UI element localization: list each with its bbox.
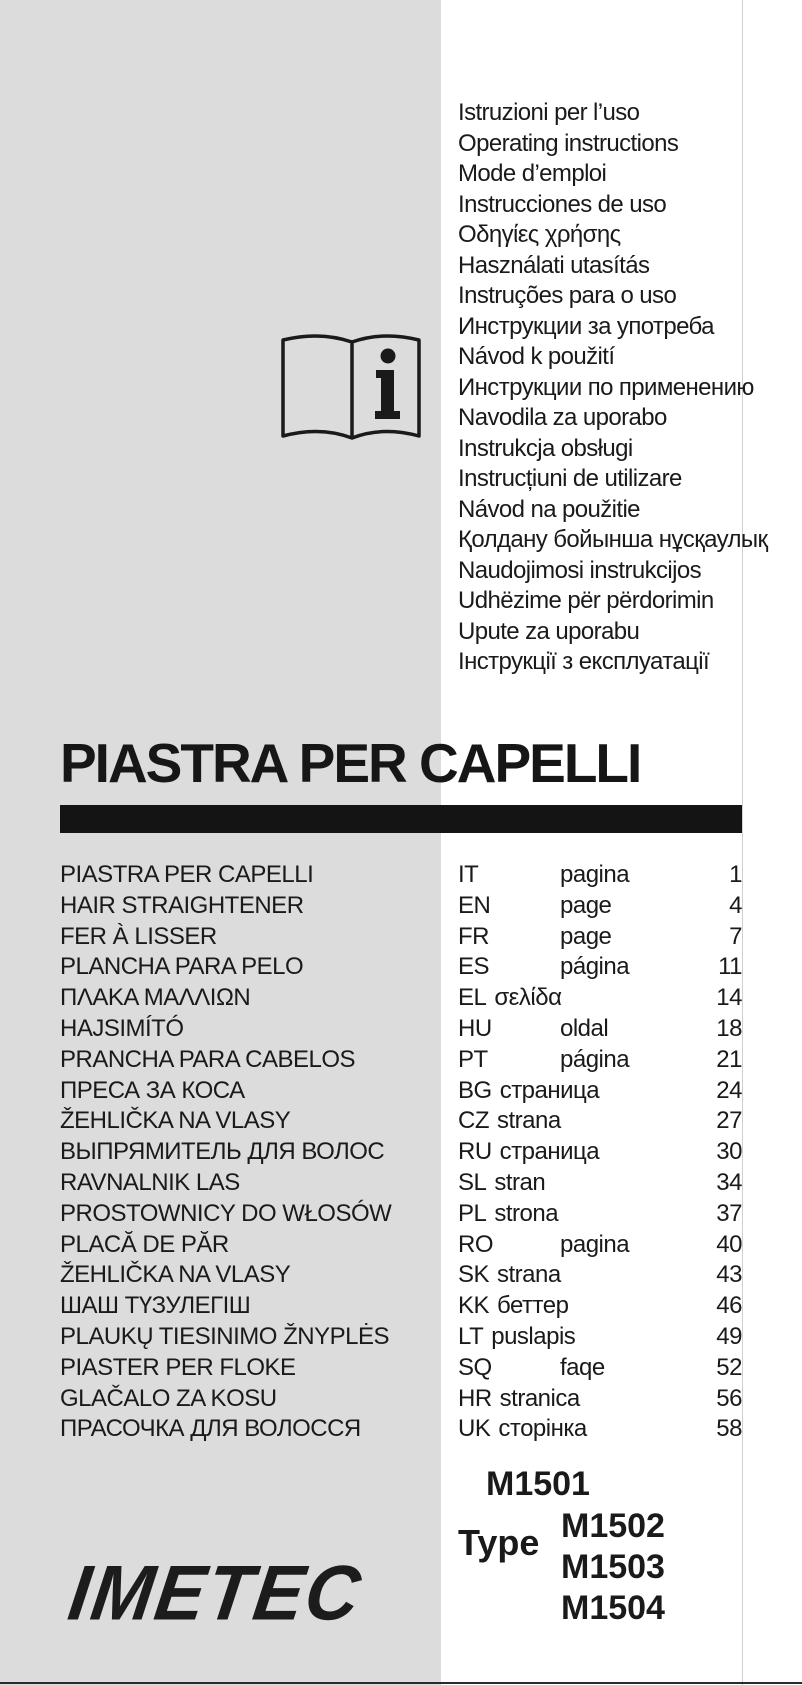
toc-language-code: SL bbox=[458, 1169, 487, 1196]
toc-row bbox=[0, 1323, 802, 1354]
bottom-divider bbox=[0, 1682, 802, 1684]
toc-product-name: PIASTER PER FLOKE bbox=[60, 1353, 296, 1381]
toc-page-number: 56 bbox=[716, 1384, 742, 1412]
toc-row bbox=[0, 892, 802, 923]
toc-page-number: 46 bbox=[716, 1292, 742, 1320]
toc-product-name: PLAUKŲ TIESINIMO ŽNYPLĖS bbox=[60, 1323, 389, 1350]
toc-row bbox=[0, 1046, 802, 1077]
toc-language bbox=[458, 891, 612, 920]
toc-page-word: σελίδα bbox=[494, 984, 562, 1012]
toc-language-code: HU bbox=[458, 1015, 492, 1042]
model-number: M1504 bbox=[561, 1589, 665, 1627]
toc-page-number: 7 bbox=[729, 922, 742, 950]
toc-row bbox=[0, 984, 802, 1015]
toc-page-number: 21 bbox=[716, 1045, 742, 1073]
toc-product-name: ВЫПРЯМИТЕЛЬ ДЛЯ ВОЛОС bbox=[60, 1138, 385, 1166]
toc-page-number: 58 bbox=[716, 1415, 742, 1443]
toc-row bbox=[0, 1200, 802, 1231]
toc-page-word: pagina bbox=[560, 1230, 630, 1258]
language-line: Instrucțiuni de utilizare bbox=[458, 465, 682, 492]
toc-product-name: ПРЕСА ЗА КОСА bbox=[60, 1076, 245, 1104]
toc-language bbox=[458, 1200, 558, 1228]
toc-page-number: 11 bbox=[718, 953, 742, 981]
toc-language bbox=[458, 1107, 561, 1135]
toc-product-name: ŽEHLIČKA NA VLASY bbox=[60, 1107, 291, 1135]
toc-row bbox=[0, 1231, 802, 1262]
language-line: Инструкции по применению bbox=[458, 373, 754, 401]
model-number: M1503 bbox=[561, 1548, 665, 1586]
toc-row bbox=[0, 1261, 802, 1292]
toc-language bbox=[458, 984, 561, 1012]
toc-language-code: RU bbox=[458, 1138, 492, 1166]
language-line: Mode d’emploi bbox=[458, 160, 607, 187]
toc-product-name: PLANCHA PARA PELO bbox=[60, 953, 304, 981]
toc-product-name: ПРАСОЧКА ДЛЯ ВОЛОССЯ bbox=[60, 1415, 361, 1443]
language-line: Istruzioni per l’uso bbox=[458, 99, 640, 126]
toc-product-name: RAVNALNIK LAS bbox=[60, 1169, 240, 1196]
title-underline-bar bbox=[60, 805, 742, 833]
toc-page-word: puslapis bbox=[491, 1323, 576, 1350]
toc-product-name: PROSTOWNICY DO WŁOSÓW bbox=[60, 1199, 392, 1227]
language-line: Naudojimosi instrukcijos bbox=[458, 556, 702, 584]
toc-language bbox=[458, 1045, 630, 1074]
toc-page-word: oldal bbox=[560, 1015, 609, 1042]
toc-page-number: 30 bbox=[716, 1138, 742, 1166]
toc-language-code: BG bbox=[458, 1076, 492, 1104]
toc-page-word: stranica bbox=[499, 1384, 580, 1412]
toc-language bbox=[458, 1169, 545, 1197]
toc-language-code: RO bbox=[458, 1230, 493, 1258]
toc-language bbox=[458, 1015, 609, 1043]
language-line: Қолдану бойынша нұсқаулық bbox=[458, 526, 768, 553]
model-number: M1502 bbox=[561, 1507, 665, 1545]
toc-page-word: faqe bbox=[560, 1353, 605, 1381]
toc-language-code: EL bbox=[458, 984, 487, 1012]
toc-language bbox=[458, 1415, 587, 1443]
toc-page-word: página bbox=[560, 1045, 630, 1073]
toc-page-word: página bbox=[560, 953, 630, 981]
toc-page-word: page bbox=[560, 922, 612, 950]
toc-row bbox=[0, 1169, 802, 1200]
toc-page-number: 34 bbox=[716, 1169, 742, 1196]
toc-row bbox=[0, 1415, 802, 1446]
toc-row bbox=[0, 1107, 802, 1138]
toc-row bbox=[0, 1354, 802, 1385]
toc-page-number: 49 bbox=[716, 1323, 742, 1350]
toc-product-name: PRANCHA PARA CABELOS bbox=[60, 1045, 355, 1073]
toc-language bbox=[458, 1077, 599, 1105]
toc-page-number: 14 bbox=[716, 984, 742, 1012]
toc-product-name: ΠΛΑΚΑ ΜΑΛΛΙΩΝ bbox=[60, 984, 251, 1012]
toc-row bbox=[0, 861, 802, 892]
toc-product-name: HAJSIMÍTÓ bbox=[60, 1015, 184, 1042]
toc-language-code: EN bbox=[458, 891, 491, 919]
language-line: Návod k použití bbox=[458, 343, 615, 370]
toc-page-word: strana bbox=[497, 1107, 561, 1135]
toc-language bbox=[458, 861, 630, 889]
model-types bbox=[458, 1463, 718, 1633]
toc-product-name: PLACĂ DE PĂR bbox=[60, 1230, 229, 1258]
language-line: Instrucciones de uso bbox=[458, 190, 667, 218]
toc-page-number: 40 bbox=[716, 1230, 742, 1258]
toc-product-name: ŽEHLIČKA NA VLASY bbox=[60, 1261, 291, 1289]
toc-page-number: 37 bbox=[716, 1199, 742, 1227]
toc-product-name: FER À LISSER bbox=[60, 922, 217, 950]
language-line: Инструкции за употреба bbox=[458, 312, 714, 340]
toc-page-number: 1 bbox=[729, 861, 742, 888]
toc-product-name: PIASTRA PER CAPELLI bbox=[60, 861, 314, 888]
toc-page-word: страница bbox=[499, 1138, 600, 1166]
type-label: Type bbox=[458, 1522, 540, 1563]
toc-language-code: PL bbox=[458, 1199, 487, 1227]
toc-language-code: CZ bbox=[458, 1107, 489, 1135]
language-line: Upute za uporabu bbox=[458, 617, 640, 645]
toc-page-number: 4 bbox=[729, 891, 742, 919]
toc-page-number: 18 bbox=[716, 1015, 742, 1042]
open-book-info-icon bbox=[280, 333, 446, 441]
toc-page-word: page bbox=[560, 891, 612, 919]
language-line: Návod na použitie bbox=[458, 495, 640, 523]
toc-page-word: страница bbox=[499, 1076, 600, 1104]
toc-language bbox=[458, 1323, 575, 1351]
toc-language bbox=[458, 1353, 605, 1382]
toc-language-code: PT bbox=[458, 1045, 488, 1073]
toc-language bbox=[458, 1292, 568, 1320]
toc-page-number: 27 bbox=[716, 1107, 742, 1135]
toc-page-number: 24 bbox=[716, 1076, 742, 1104]
toc-row bbox=[0, 1385, 802, 1416]
toc-product-name: ШАШ ТҮЗУЛЕГІШ bbox=[60, 1292, 251, 1320]
language-line: Navodila za uporabo bbox=[458, 404, 667, 431]
toc-product-name: GLAČALO ZA KOSU bbox=[60, 1384, 277, 1412]
imetec-logo: IMETEC bbox=[63, 1549, 368, 1637]
toc-language bbox=[458, 1261, 561, 1289]
toc-row bbox=[0, 953, 802, 984]
toc-language bbox=[458, 953, 630, 981]
toc-language bbox=[458, 1230, 630, 1259]
instruction-languages-list bbox=[458, 98, 767, 678]
language-line: Instruções para o uso bbox=[458, 282, 677, 309]
toc-page-number: 52 bbox=[716, 1353, 742, 1381]
toc-page-word: strana bbox=[497, 1261, 561, 1289]
toc-page-number: 43 bbox=[716, 1261, 742, 1289]
toc-language bbox=[458, 1385, 580, 1413]
toc-product-name: HAIR STRAIGHTENER bbox=[60, 891, 304, 919]
toc-language bbox=[458, 1138, 599, 1166]
toc-language-code: UK bbox=[458, 1415, 491, 1443]
toc-page-word: беттер bbox=[497, 1292, 569, 1320]
toc-row bbox=[0, 1077, 802, 1108]
toc-language-code: LT bbox=[458, 1323, 484, 1350]
toc-row bbox=[0, 1138, 802, 1169]
toc-language-code: FR bbox=[458, 922, 489, 950]
toc-language-code: SQ bbox=[458, 1353, 492, 1381]
toc-page-word: strona bbox=[494, 1199, 559, 1227]
language-line: Інструкції з експлуатації bbox=[458, 648, 710, 675]
product-title: PIASTRA PER CAPELLI bbox=[60, 732, 641, 794]
toc-language-code: KK bbox=[458, 1292, 490, 1320]
language-line: Operating instructions bbox=[458, 129, 679, 157]
language-line: Instrukcja obsługi bbox=[458, 434, 633, 462]
toc-language-code: ES bbox=[458, 953, 490, 981]
toc-language-code: IT bbox=[458, 861, 479, 888]
toc-row bbox=[0, 923, 802, 954]
language-line: Udhëzime për përdorimin bbox=[458, 587, 714, 614]
toc-language bbox=[458, 922, 612, 951]
toc-row bbox=[0, 1292, 802, 1323]
toc-page-word: сторінка bbox=[498, 1415, 587, 1443]
toc-row bbox=[0, 1015, 802, 1046]
toc-page-word: pagina bbox=[560, 861, 630, 888]
toc-page-word: stran bbox=[494, 1169, 546, 1196]
language-line: Használati utasítás bbox=[458, 251, 650, 279]
toc-language-code: HR bbox=[458, 1384, 492, 1412]
model-number: M1501 bbox=[486, 1465, 590, 1503]
language-line: Οδηγίες χρήσης bbox=[458, 221, 621, 248]
toc-language-code: SK bbox=[458, 1261, 490, 1289]
